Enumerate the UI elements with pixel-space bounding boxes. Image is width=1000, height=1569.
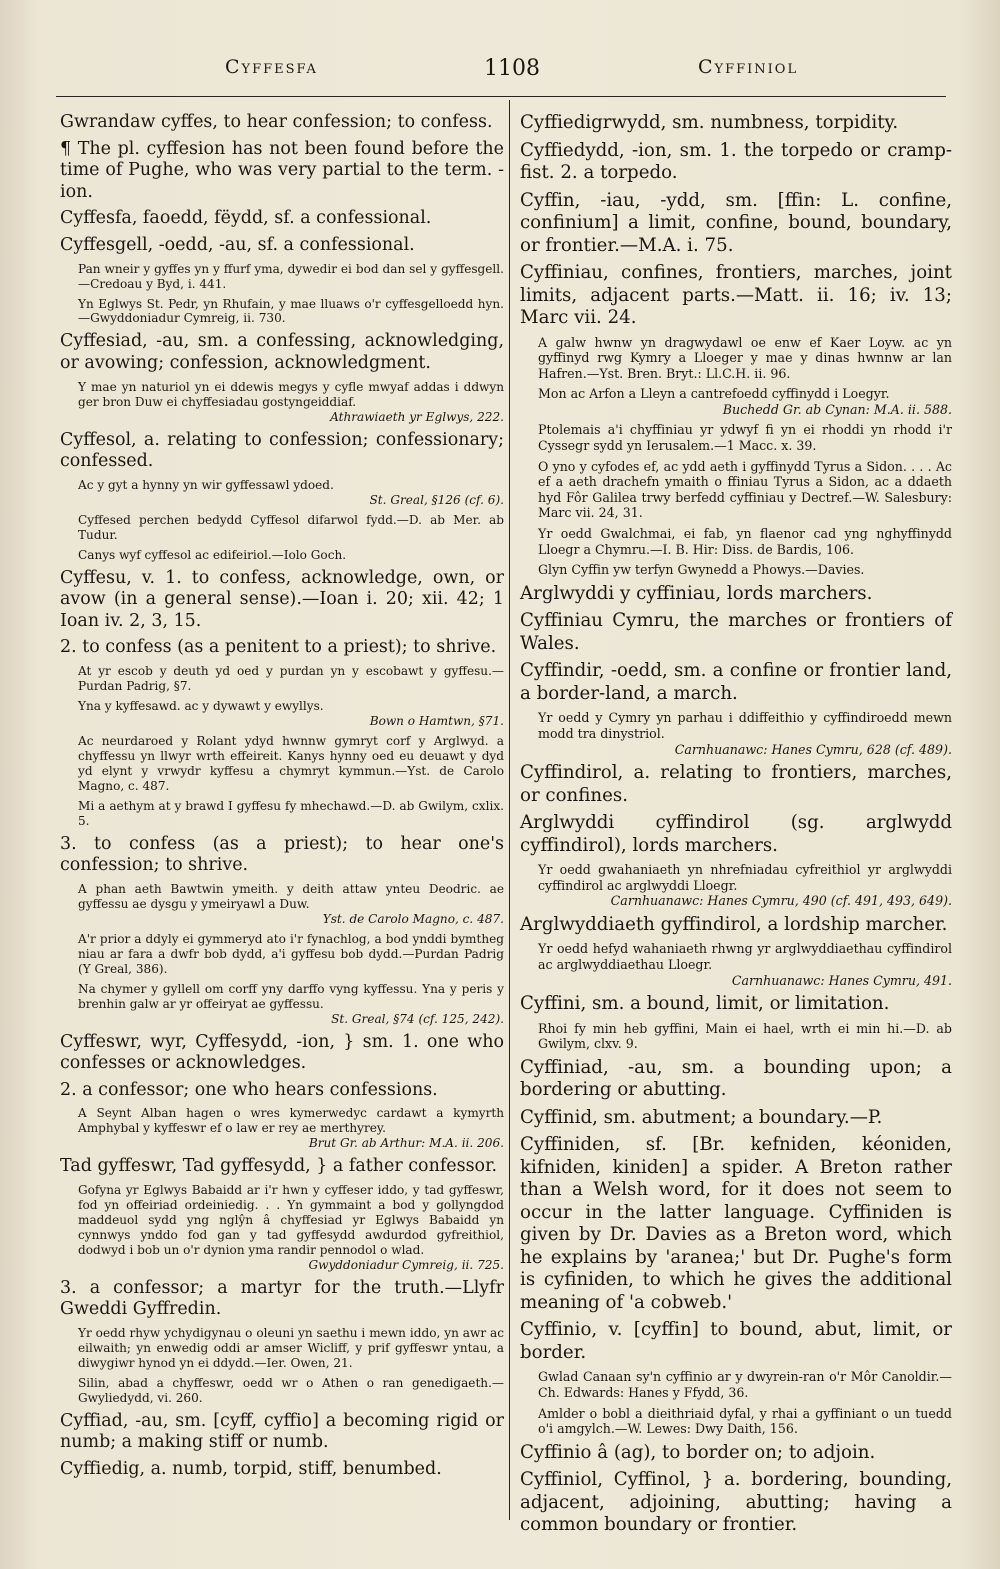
header-right-guide-word: Cyffiniol [698,56,799,78]
quotation-source: St. Greal, §74 (cf. 125, 242). [331,1011,504,1026]
quotation-text: At yr escob y deuth yd oed y purdan yn y escobawt y gyffesu.—Purdan Padrig, §7. [78,663,504,693]
quotation [60,982,504,1027]
dictionary-entry [60,331,504,374]
entry-text: Arglwyddi y cyffiniau, lords marchers. [520,582,873,604]
quotation-text: A'r prior a ddyly ei gymmeryd ato i'r fynachlog, a bod ynddi bymtheg niau ar fara a dwfr bob dydd, a'i gyffesu bob dydd.—Purdan Padrig (Y Greal, 386). [78,931,504,976]
quotation [520,562,952,578]
right-column [520,112,952,1542]
entry-text: ¶ The pl. cyffesion has not been found before the time of Pughe, who was very partial to the term. -ion. [60,138,504,202]
quotation-text: Ac y gyt a hynny yn wir gyffessawl ydoed. [78,477,334,492]
entry-text: Gwrandaw cyffes, to hear confession; to confess. [60,112,493,132]
entry-text: Cyffiedig, a. numb, torpid, stiff, benumbed. [60,1458,442,1479]
dictionary-entry [60,112,504,134]
header-rule [56,96,946,97]
entry-text: Cyffiedigrwydd, sm. numbness, torpidity. [520,112,899,133]
dictionary-entry [60,1032,504,1075]
quotation [520,422,952,453]
entry-text: Cyffesu, v. 1. to confess, acknowledge, own, or avow (in a general sense).—Ioan i. 20; xii. 42; 1 Ioan iv. 2, 3, 15. [60,567,504,631]
dictionary-entry [60,139,504,204]
quotation [520,386,952,417]
quotation-text: A phan aeth Bawtwin ymeith. y deith attaw ynteu Deodric. ae gyffessu ae dysgu y ymeiryawl a Duw. [78,881,504,911]
quotation [520,862,952,909]
quotation-text: Gofyna yr Eglwys Babaidd ar i'r hwn y cyffeser iddo, y tad gyffeswr, fod yn offeiriad ordeiniedig. . . Yn gymmaint a bod y gollyngdod maddeuol sydd yng nglŷn â chyffesiad yr Eglwys Babaidd yn cynnwys ynddo fod gan y tad gyffesydd awdurdod gyfreithiol, dodwyd i bob un o'r dynion yma randir pennodol o wlad. [78,1182,504,1257]
quotation-text: Y mae yn naturiol yn ei ddewis megys y cyfle mwyaf addas i ddwyn ger bron Duw ei chyffesiadau gostyngeiddiaf. [78,379,504,409]
quotation-text: A galw hwnw yn dragwydawl oe enw ef Kaer Loyw. ac yn gyffinyd rwg Kymry a Lloeger y mae y dinas hwnnw ar lan Hafren.—Yst. Bren. Bryt.: Ll.C.H. ii. 96. [538,334,952,381]
entry-text: Cyffinio, v. [cyffin] to bound, abut, limit, or border. [520,1319,952,1363]
quotation [520,526,952,557]
dictionary-entry [60,1459,504,1481]
entry-text: 2. a confessor; one who hears confessions. [60,1079,438,1100]
quotation [60,1326,504,1371]
left-column [60,112,504,1485]
entry-text: Cyffesfa, faoedd, fëydd, sf. a confessional. [60,208,432,229]
quotation-source: Carnhuanawc: Hanes Cymru, 628 (cf. 489). [674,741,952,757]
quotation-source: Athrawiaeth yr Eglwys, 222. [330,409,504,424]
quotation [60,1376,504,1406]
entry-text: Cyffesiad, -au, sm. a confessing, acknowledging, or avowing; confession, acknowledgment. [60,331,504,374]
quotation-text: Yr oedd Gwalchmai, ei fab, yn flaenor cad yng nghyffinydd Lloegr a Chymru.—I. B. Hir: Diss. de Bardis, 106. [538,526,952,557]
entry-text: 3. to confess (as a priest); to hear one's confession; to shrive. [60,833,504,876]
entry-text: Cyffin, -iau, -ydd, sm. [ffin: L. confine, confinium] a limit, confine, bound, boundary, or frontier.—M.A. i. 75. [520,189,952,256]
quotation-text: Yna y kyffesawd. ac y dywawt y ewyllys. [78,698,324,713]
dictionary-entry [60,1411,504,1454]
entry-text: Cyffiniau, confines, frontiers, marches, joint limits, adjacent parts.—Matt. ii. 16; iv. 13; Marc vii. 24. [520,262,952,328]
dictionary-entry [520,914,952,937]
quotation [60,513,504,543]
quotation [60,297,504,327]
entry-text: Cyffiad, -au, sm. [cyff, cyffio] a becoming rigid or numb; a making stiff or numb. [60,1410,504,1453]
quotation-source: Buchedd Gr. ab Cynan: M.A. ii. 588. [722,401,952,417]
dictionary-entry [60,1278,504,1321]
dictionary-entry [520,262,952,330]
quotation-text: Cyffesed perchen bedydd Cyffesol difarwol fydd.—D. ab Mer. ab Tudur. [78,512,504,542]
quotation [520,459,952,521]
entry-text: Cyffesgell, -oedd, -au, sf. a confessional. [60,234,415,255]
entry-text: 2. to confess (as a penitent to a priest); to shrive. [60,637,497,658]
quotation [520,1021,952,1052]
dictionary-entry [520,1442,952,1465]
quotation [520,941,952,988]
quotation [60,699,504,729]
quotation [520,1369,952,1400]
entry-text: Cyffesol, a. relating to confession; confessionary; confessed. [60,429,504,472]
quotation [60,380,504,425]
dictionary-entry [520,1319,952,1364]
header-left-guide-word: Cyffesfa [225,56,318,78]
quotation-text: Pan wneir y gyffes yn y ffurf yma, dywedir ei bod dan sel y gyffesgell.—Credoau y Byd, i. 441. [78,261,504,291]
quotation-source: St. Greal, §126 (cf. 6). [369,492,504,507]
dictionary-entry [520,1107,952,1130]
entry-text: Cyffindirol, a. relating to frontiers, marches, or confines. [520,762,952,806]
quotation-text: A Seynt Alban hagen o wres kymerwedyc cardawt a kymyrth Amphybal y kyffeswr ef o law er rey ae merthyrey. [78,1106,504,1136]
quotation-text: O yno y cyfodes ef, ac ydd aeth i gyffinydd Tyrus a Sidon. . . . Ac ef a aeth drachefn ymaith o ffiniau Tyrus a Sidon, ac a ddaeth hyd Fôr Galilea trwy berfedd cyffiniau y Dectref.—W. Salesbury: Marc vii. 24, 31. [538,458,952,521]
quotation [520,335,952,382]
dictionary-entry [60,208,504,230]
dictionary-entry [60,568,504,633]
quotation [60,799,504,829]
dictionary-entry [520,812,952,857]
entry-text: Arglwyddiaeth gyffindirol, a lordship marcher. [520,913,948,935]
dictionary-entry [60,1156,504,1178]
dictionary-entry [520,112,952,135]
quotation-source: Brut Gr. ab Arthur: M.A. ii. 206. [308,1136,504,1151]
quotation-text: Mon ac Arfon a Lleyn a cantrefoedd cyffinydd i Loegyr. [538,386,890,402]
entry-text: Cyffinid, sm. abutment; a boundary.—P. [520,1106,883,1128]
dictionary-entry [60,1080,504,1102]
quotation-text: Mi a aethym at y brawd I gyffesu fy mhechawd.—D. ab Gwilym, cxlix. 5. [78,798,504,828]
quotation-source: Carnhuanawc: Hanes Cymru, 491. [731,972,952,988]
quotation [60,882,504,927]
quotation [60,1183,504,1273]
dictionary-entry [520,190,952,258]
quotation [60,932,504,977]
quotation-source: Gwyddoniadur Cymreig, ii. 725. [308,1257,504,1272]
entry-text: Cyffeswr, wyr, Cyffesydd, -ion, } sm. 1. one who confesses or acknowledges. [60,1031,504,1074]
dictionary-entry [520,993,952,1016]
entry-text: 3. a confessor; a martyr for the truth.—Llyfr Gweddi Gyffredin. [60,1277,504,1320]
dictionary-entry [520,660,952,705]
dictionary-entry [60,637,504,659]
entry-text: Cyffini, sm. a bound, limit, or limitation. [520,993,890,1015]
quotation [520,1406,952,1437]
quotation [60,1106,504,1151]
quotation-source: Bown o Hamtwn, §71. [369,713,504,728]
quotation [60,478,504,508]
column-divider [509,100,510,1520]
quotation-text: Amlder o bobl a dieithriaid dyfal, y rhai a gyffiniant o un tuedd o'i amgylch.—W. Lewes: Dwy Daith, 156. [538,1405,952,1437]
quotation-text: Rhoi fy min heb gyffini, Main ei hael, wrth ei min hi.—D. ab Gwilym, clxv. 9. [538,1020,952,1052]
quotation-text: Yr oedd y Cymry yn parhau i ddiffeithio y cyffindiroedd mewn modd tra dinystriol. [538,710,952,741]
dictionary-entry [520,140,952,185]
dictionary-entry [520,762,952,807]
quotation-text: Gwlad Canaan sy'n cyffinio ar y dwyrein-ran o'r Môr Canoldir.—Ch. Edwards: Hanes y Ffydd, 36. [538,1369,952,1400]
quotation-text: Na chymer y gyllell om corff yny darffo vyng kyffessu. Yna y peris y brenhin galw ar yr offeiryat ae gyffessu. [78,981,504,1011]
quotation-text: Glyn Cyffin yw terfyn Gwynedd a Phowys.—Davies. [538,562,865,578]
dictionary-entry [60,235,504,257]
entry-text: Cyffindir, -oedd, sm. a confine or frontier land, a border-land, a march. [520,660,952,704]
quotation-text: Canys wyf cyffesol ac edifeiriol.—Iolo Goch. [78,547,347,562]
quotation-text: Yn Eglwys St. Pedr, yn Rhufain, y mae lluaws o'r cyffesgelloedd hyn.—Gwyddoniadur Cymreig, ii. 730. [78,296,504,326]
entry-text: Tad gyffeswr, Tad gyffesydd, } a father confessor. [60,1156,498,1177]
quotation [60,548,504,563]
entry-text: Cyffiniad, -au, sm. a bounding upon; a bordering or abutting. [520,1056,952,1101]
quotation [520,710,952,757]
quotation-text: Yr oedd gwahaniaeth yn nhrefniadau cyfreithiol yr arglwyddi cyffindirol ac arglwyddi Lloegr. [538,862,952,893]
quotation [60,734,504,794]
dictionary-entry [520,1469,952,1537]
quotation-source: Yst. de Carolo Magno, c. 487. [322,911,504,926]
dictionary-entry [520,1134,952,1314]
dictionary-entry [520,610,952,655]
page-number: 1108 [484,56,540,81]
entry-text: Cyffinio â (ag), to border on; to adjoin. [520,1441,876,1463]
quotation [60,262,504,292]
quotation-text: Silin, abad a chyffeswr, oedd wr o Athen o ran genedigaeth.—Gwyliedydd, vi. 260. [78,1375,504,1405]
entry-text: Cyffiedydd, -ion, sm. 1. the torpedo or cramp-fist. 2. a torpedo. [520,139,952,183]
entry-text: Arglwyddi cyffindirol (sg. arglwydd cyffindirol), lords marchers. [520,812,952,856]
entry-text: Cyffiniol, Cyffinol, } a. bordering, bounding, adjacent, adjoining, abutting; having a common boundary or frontier. [520,1469,952,1536]
dictionary-entry [60,834,504,877]
quotation-text: Ac neurdaroed y Rolant ydyd hwnnw gymryt corf y Arglwyd. a chyffessu yn llwyr wrth effeireit. Kanys hynny oed eu deuawt y dyd yd elynt y vrwydr kyffesu a chymryt kymmun.—Yst. de Carolo Magno, c. 487. [78,733,504,793]
dictionary-entry [60,430,504,473]
quotation-text: Ptolemais a'i chyffiniau yr ydwyf fi yn ei rhoddi yn rhodd i'r Cyssegr sydd yn Ierusalem.—1 Macc. x. 39. [538,422,952,454]
quotation-text: Yr oedd hefyd wahaniaeth rhwng yr arglwyddiaethau cyffindirol ac arglwyddiaethau Lloegr. [538,941,952,972]
quotation-text: Yr oedd rhyw ychydigynau o oleuni yn saethu i mewn iddo, yn awr ac eilwaith; yn enwedig oddi ar amser Wicliff, y prif gyffeswr yntau, a diwygiwr hynod yn ei ddydd.—Ier. Owen, 21. [78,1325,504,1370]
dictionary-entry [520,583,952,606]
quotation-source: Carnhuanawc: Hanes Cymru, 490 (cf. 491, 493, 649). [610,893,952,909]
entry-text: Cyffiniau Cymru, the marches or frontiers of Wales. [520,610,952,654]
running-header [0,56,1000,86]
quotation [60,664,504,694]
entry-text: Cyffiniden, sf. [Br. kefniden, kéoniden, kifniden, kiniden] a spider. A Breton rather than a Welsh word, for it does not seem to occur in the latter language. Cyffiniden is given by Dr. Davies as a Breton word, which he explains by 'aranea;' but Dr. Pughe's form is cyfiniden, to which he gives the additional meaning of 'a cobweb.' [520,1134,952,1313]
dictionary-entry [520,1057,952,1102]
